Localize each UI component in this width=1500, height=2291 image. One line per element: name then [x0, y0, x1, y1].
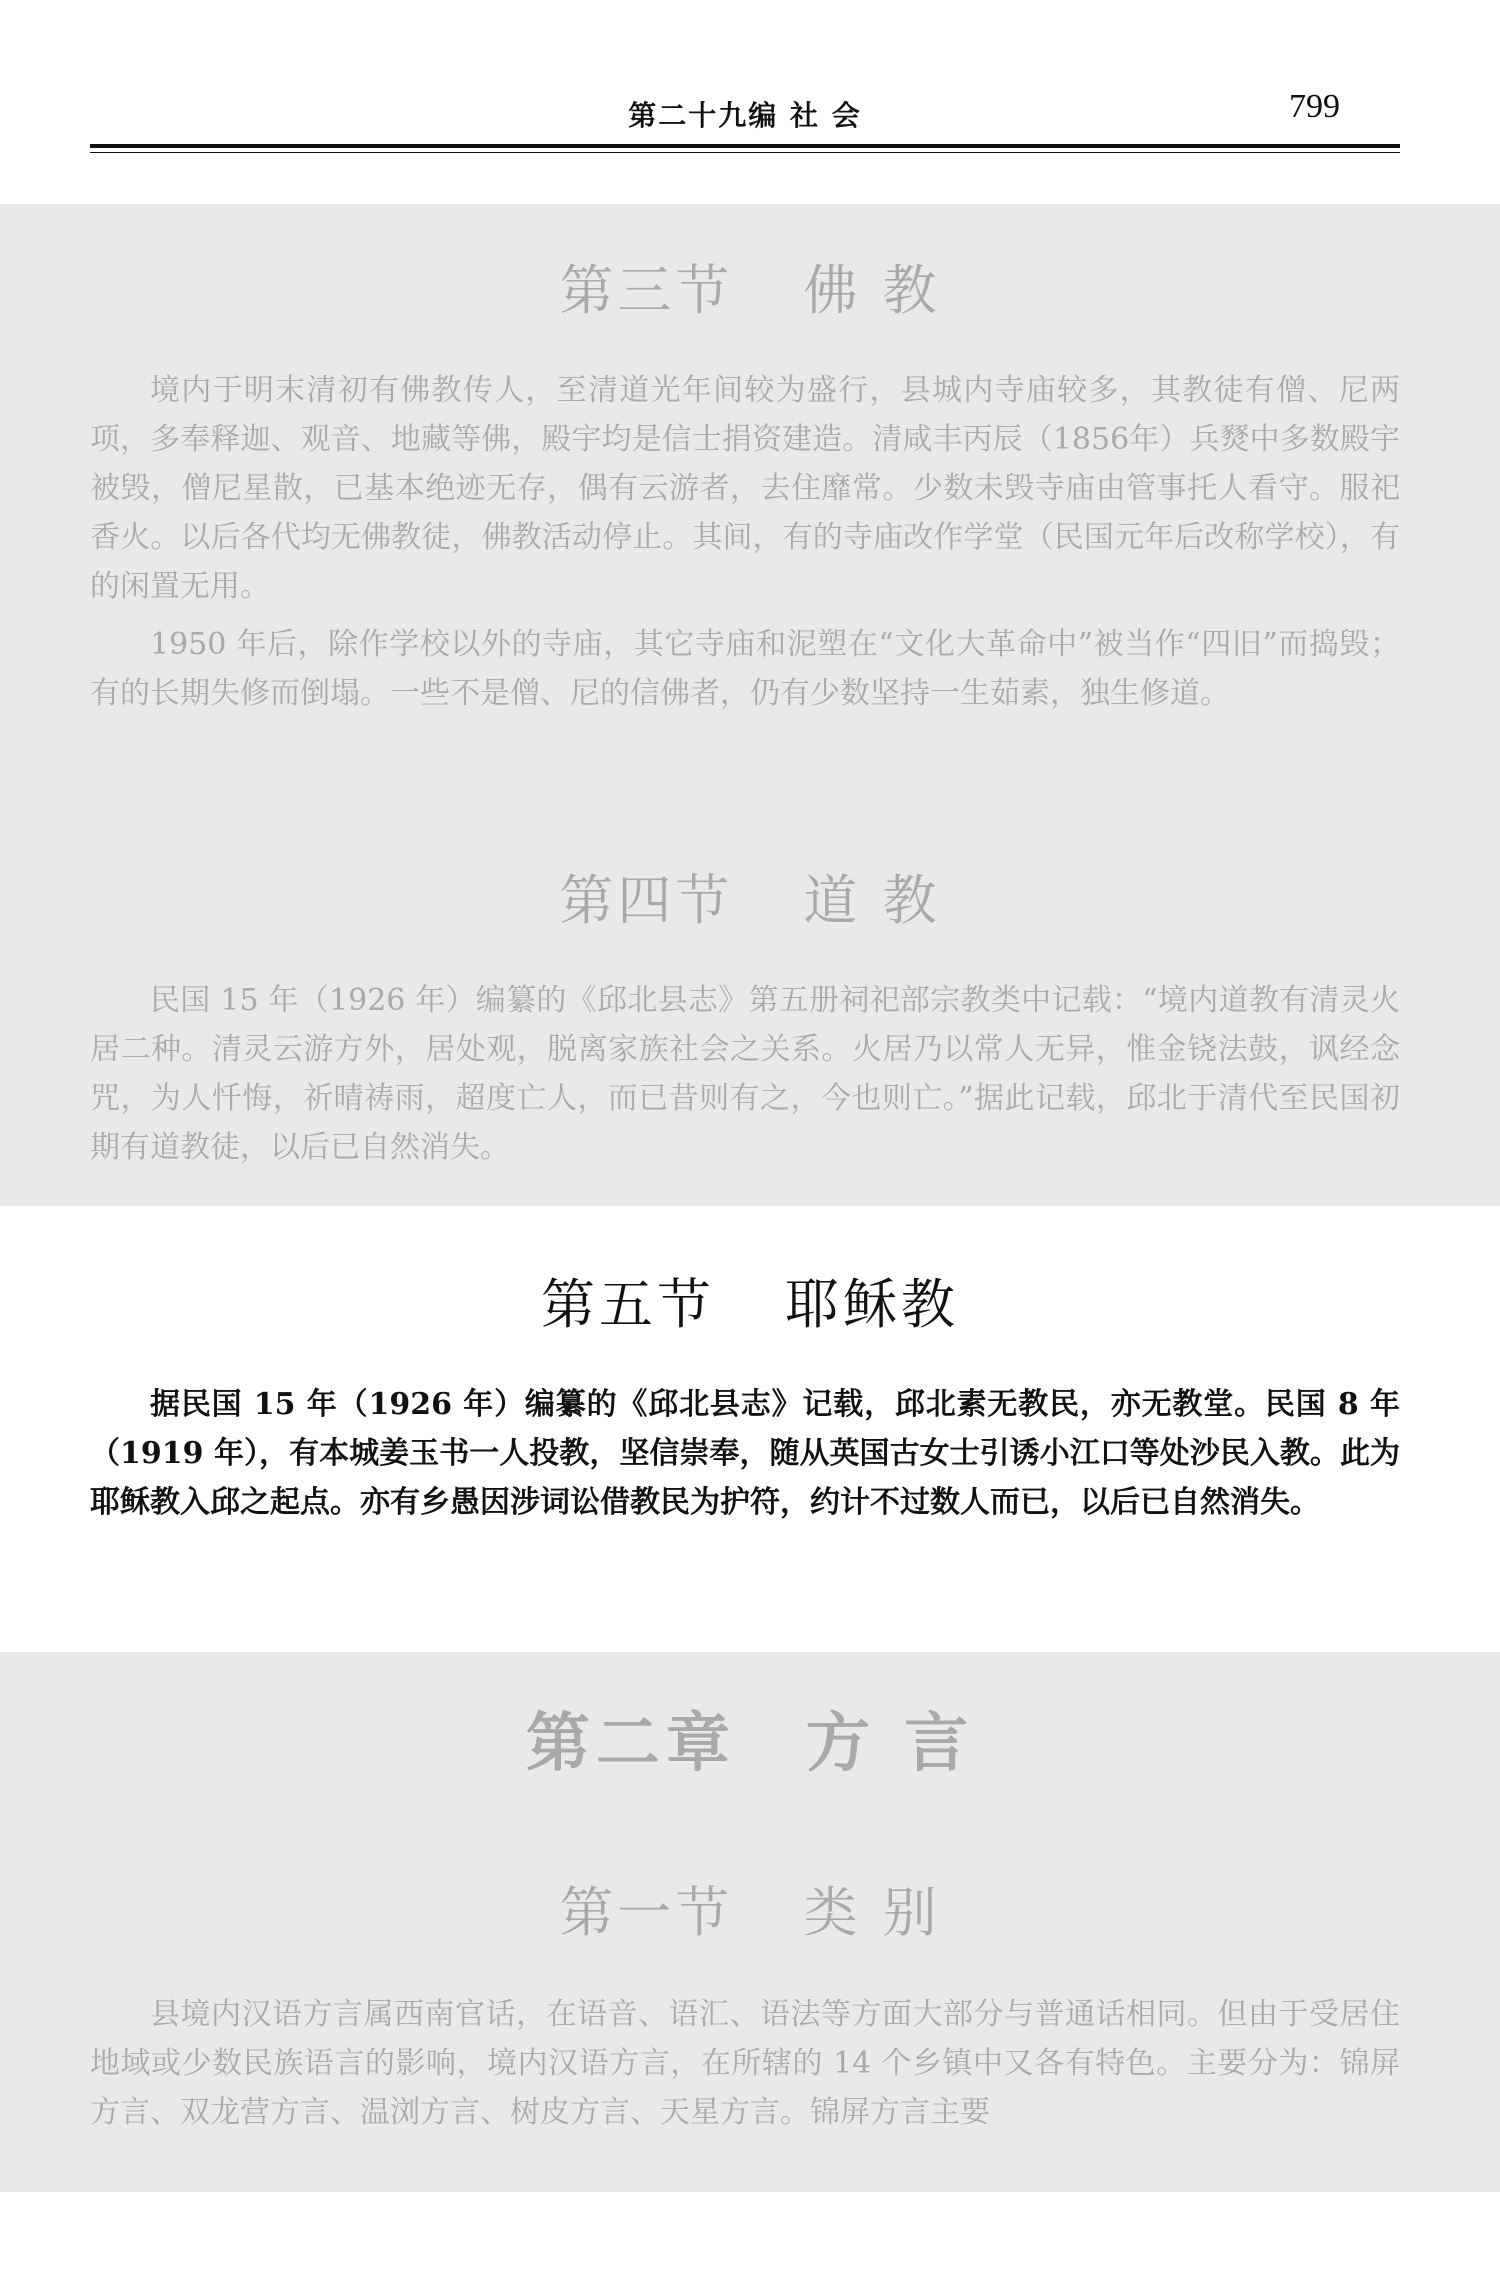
- section-name: 类 别: [803, 1881, 941, 1944]
- page-number: 799: [1289, 88, 1340, 125]
- chapter-number: 第二章: [525, 1706, 736, 1781]
- section-number: 第三节: [559, 259, 734, 322]
- paragraph: 民国 15 年（1926 年）编纂的《邱北县志》第五册祠祀部宗教类中记载：“境内道教有清灵火居二种。清灵云游方外，居处观，脱离家族社会之关系。火居乃以常人无异，惟金铙法鼓，讽经念咒，为人忏悔，祈晴祷雨，超度亡人，而已昔则有之，今也则亡。”据此记载，邱北于清代至民国初期有道教徒，以后已自然消失。: [90, 983, 1400, 1165]
- section-name: 道 教: [803, 869, 941, 932]
- page-header: [90, 88, 1400, 148]
- section-number: 第一节: [559, 1881, 734, 1944]
- paragraph: 1950 年后，除作学校以外的寺庙，其它寺庙和泥塑在“文化大革命中”被当作“四旧”而捣毁；有的长期失修而倒塌。一些不是僧、尼的信佛者，仍有少数坚持一生茹素，独生修道。: [90, 627, 1400, 711]
- paragraph: 县境内汉语方言属西南官话，在语音、语汇、语法等方面大部分与普通话相同。但由于受居住地域或少数民族语言的影响，境内汉语方言，在所辖的 14 个乡镇中又各有特色。主要分为：锦屏方言、双龙营方言、温浏方言、树皮方言、天星方言。锦屏方言主要: [90, 1997, 1400, 2130]
- section-title-christianity: [0, 1262, 1500, 1339]
- section-name: 佛 教: [803, 259, 941, 322]
- header-rule-thin: [90, 152, 1400, 153]
- chapter-name: 方 言: [805, 1706, 975, 1781]
- chapter-title-dialects: [0, 1692, 1500, 1784]
- section-number: 第五节: [541, 1273, 715, 1336]
- section-number: 第四节: [559, 869, 734, 932]
- paragraph: 境内于明末清初有佛教传人，至清道光年间较为盛行，县城内寺庙较多，其教徒有僧、尼两项，多奉释迦、观音、地藏等佛，殿宇均是信士捐资建造。清咸丰丙辰（1856年）兵燹中多数殿宇被毁，僧尼星散，已基本绝迹无存，偶有云游者，去住靡常。少数未毁寺庙由管事托人看守。服祀香火。以后各代均无佛教徒，佛教活动停止。其间，有的寺庙改作学堂（民国元年后改称学校），有的闲置无用。: [90, 373, 1400, 604]
- paragraph: 据民国 15 年（1926 年）编纂的《邱北县志》记载，邱北素无教民，亦无教堂。民国 8 年（1919 年），有本城姜玉书一人投教，坚信崇奉，随从英国古女士引诱小江口等处沙民入教。此为耶稣教入邱之起点。亦有乡愚因涉词讼借教民为护符，约计不过数人而已，以后已自然消失。: [90, 1387, 1400, 1520]
- header-rule-thick: [90, 144, 1400, 148]
- running-head: 第二十九编 社 会: [628, 99, 862, 132]
- section-name: 耶稣教: [785, 1273, 959, 1336]
- section-title-categories: [0, 1870, 1500, 1947]
- section-title-taoism: [0, 858, 1500, 935]
- section-title-buddhism: [0, 248, 1500, 325]
